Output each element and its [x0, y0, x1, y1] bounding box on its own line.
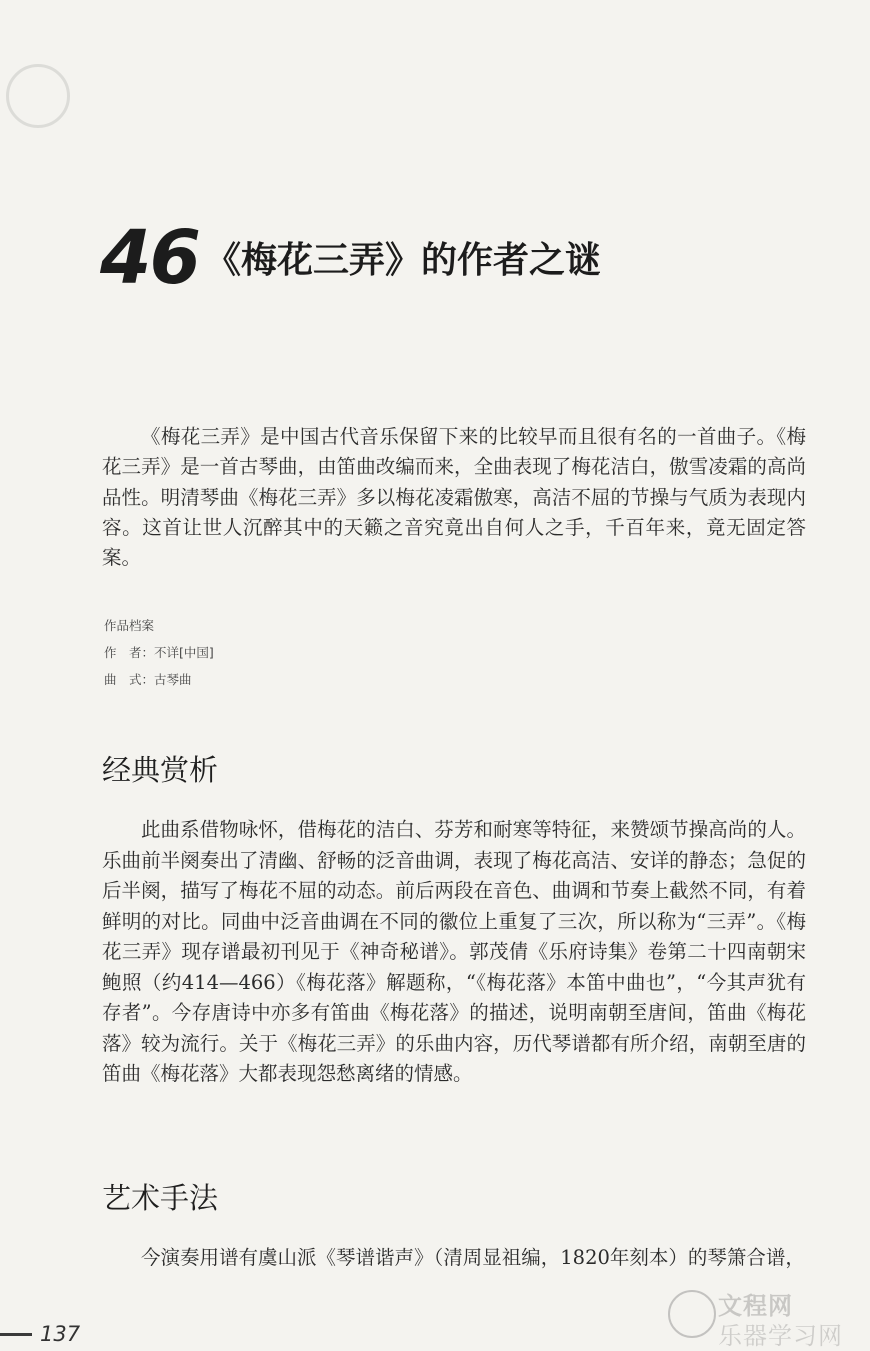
site-watermark — [668, 1282, 864, 1350]
watermark-logo-icon — [668, 1290, 716, 1338]
analysis-heading: 经典赏析 — [102, 753, 219, 787]
analysis-paragraph: 此曲系借物咏怀，借梅花的洁白、芬芳和耐寒等特征，来赞颂节操高尚的人。乐曲前半阕奏出了清幽、舒畅的泛音曲调，表现了梅花高洁、安详的静态；急促的后半阕，描写了梅花不屈的动态。前后两段在音色、曲调和节奏上截然不同，有着鲜明的对比。同曲中泛音曲调在不同的徽位上重复了三次，所以称为“三弄”。《梅花三弄》现存谱最初刊见于《神奇秘谱》。郭茂倩《乐府诗集》卷第二十四南朝宋鲍照（约414—466）《梅花落》解题称，“《梅花落》本笛中曲也”，“今其声犹有存者”。今存唐诗中亦多有笛曲《梅花落》的描述，说明南朝至唐间，笛曲《梅花落》较为流行。关于《梅花三弄》的乐曲内容，历代琴谱都有所介绍，南朝至唐的笛曲《梅花落》大都表现怨愁离绪的情感。 — [102, 818, 806, 1085]
intro-paragraph: 《梅花三弄》是中国古代音乐保留下来的比较早而且很有名的一首曲子。《梅花三弄》是一首古琴曲，由笛曲改编而来，全曲表现了梅花洁白，傲雪凌霜的高尚品性。明清琴曲《梅花三弄》多以梅花凌霜傲寒，高洁不屈的节操与气质为表现内容。这首让世人沉醉其中的天籁之音究竟出自何人之手，千百年来，竟无固定答案。 — [102, 425, 806, 570]
profile-author: 作 者：不详[中国] — [104, 645, 214, 660]
chapter-heading — [100, 215, 800, 301]
technique-paragraph: 今演奏用谱有虞山派《琴谱谐声》（清周显祖编，1820年刻本）的琴箫合谱， — [141, 1246, 805, 1269]
profile-heading: 作品档案 — [104, 618, 155, 633]
page-number: 137 — [40, 1322, 81, 1346]
chapter-title: 《梅花三弄》的作者之谜 — [205, 240, 602, 281]
header-bleed-through — [0, 60, 300, 140]
watermark-text: 文程网 — [718, 1292, 793, 1320]
page-number-rule — [0, 1333, 32, 1336]
work-profile — [104, 612, 214, 693]
profile-form: 曲 式：古琴曲 — [104, 672, 192, 687]
technique-heading: 艺术手法 — [102, 1181, 219, 1215]
header-logo-icon — [6, 64, 70, 128]
chapter-number: 46 — [100, 215, 199, 301]
watermark-subtext: 乐器学习网 — [718, 1322, 843, 1350]
